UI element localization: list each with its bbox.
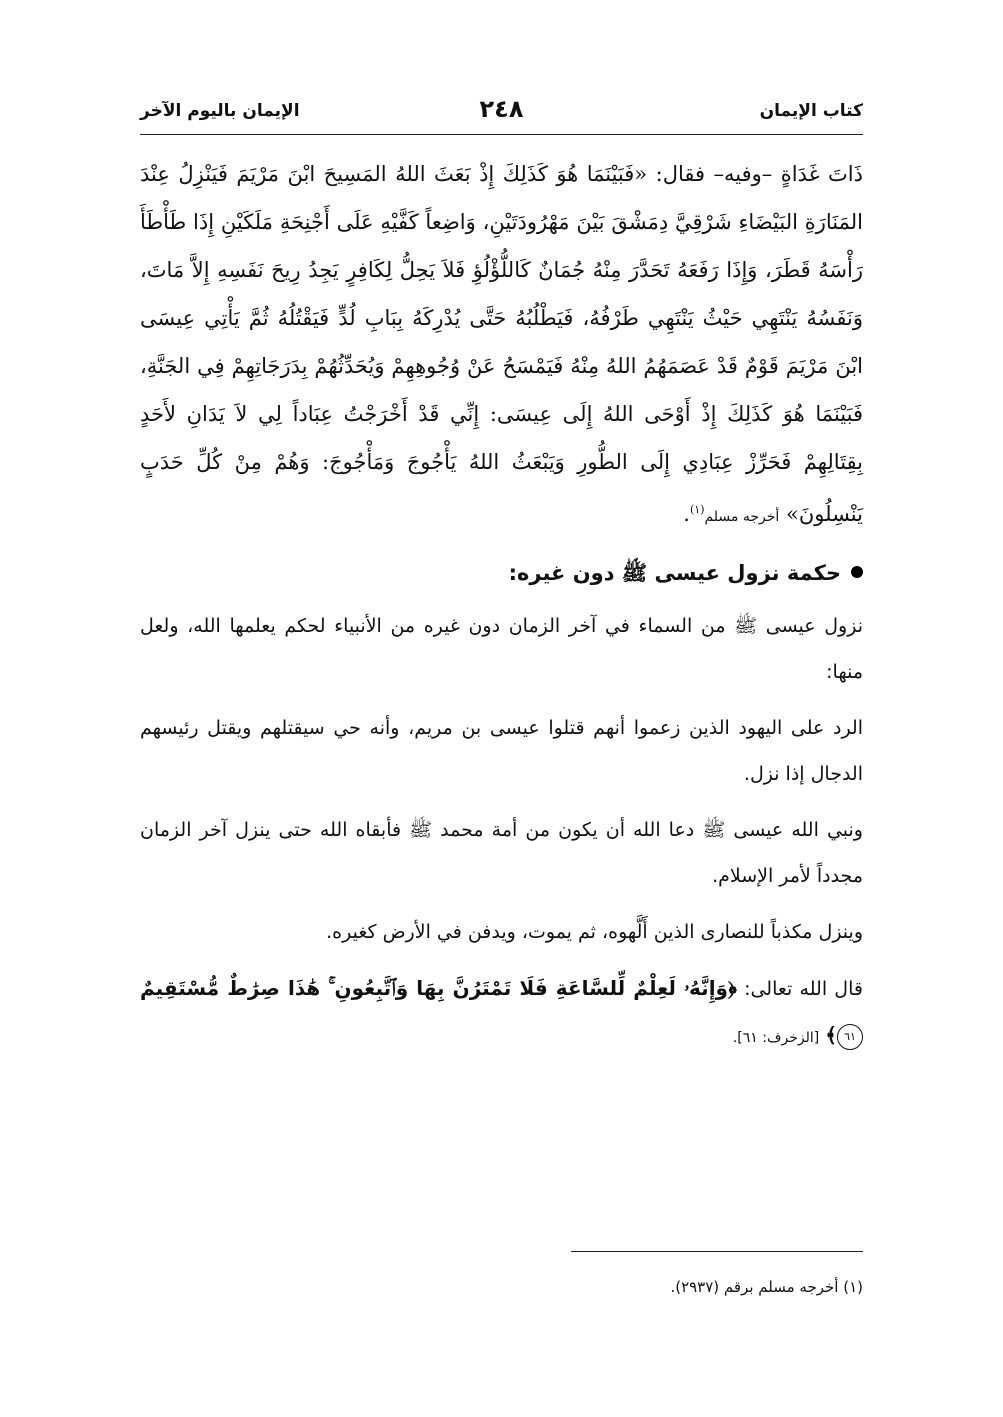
surah-reference: [الزخرف: ٦١]. <box>732 1030 820 1046</box>
quran-intro: قال الله تعالى: <box>744 978 863 1000</box>
running-header <box>140 95 863 135</box>
chapter-title: الإيمان باليوم الآخر <box>140 101 300 121</box>
hadith-block: ذَاتَ غَدَاةٍ –وفيه– فقال: «فَبَيْنَمَا هُوَ كَذَلِكَ إِذْ بَعَثَ اللهُ المَسِيحَ ابْنَ مَرْيَمَ فَيَنْزِلُ عِنْدَ المَنَارَةِ البَيْضَاءِ شَرْقِيَّ دِمَشْقَ بَيْنَ مَهْرُودَتَيْنِ، وَاضِعاً كَفَّيْهِ عَلَى أَجْنِحَةِ مَلَكَيْنِ إِذَا طَأْطَأَ رَأْسَهُ قَطَرَ، وَإِذَا رَفَعَهُ تَحَدَّرَ مِنْهُ جُمَانٌ كَاللُّؤْلُؤِ فَلاَ يَحِلُّ لِكَافِرٍ يَجِدُ رِيحَ نَفَسِهِ إِلاَّ مَاتَ، وَنَفَسُهُ يَنْتَهِي حَيْثُ يَنْتَهِي طَرْفُهُ، فَيَطْلُبُهُ حَتَّى يُدْرِكَهُ بِبَابِ لُدٍّ فَيَقْتُلُهُ ثُمَّ يَأْتِي عِيسَى ابْنَ مَرْيَمَ قَوْمٌ قَدْ عَصَمَهُمُ اللهُ مِنْهُ فَيَمْسَحُ عَنْ وُجُوهِهِمْ وَيُحَدِّثُهُمْ بِدَرَجَاتِهِمْ فِي الجَنَّةِ، فَبَيْنَمَا هُوَ كَذَلِكَ إِذْ أَوْحَى اللهُ إِلَى عِيسَى: إِنِّي قَدْ أَخْرَجْتُ عِبَاداً لِي لاَ يَدَانِ لأَحَدٍ بِقِتَالِهِمْ فَحَرِّزْ عِبَادِي إِلَى الطُّورِ وَيَبْعَثُ اللهُ يَأْجُوجَ وَمَأْجُوجَ: وَهُمْ مِنْ كُلِّ حَدَبٍ يَنْسِلُونَ» أخرجه مسلم$^{(١)}$. <box>140 162 863 526</box>
ayah-number-marker: ٦١ <box>837 1024 863 1050</box>
book-title: كتاب الإيمان <box>759 101 863 121</box>
quran-citation <box>140 965 863 1061</box>
section-heading <box>140 553 863 593</box>
paragraph: وينزل مكذباً للنصارى الذين أَلَّهوه، ثم يموت، ويدفن في الأرض كغيره. <box>326 921 863 943</box>
hadith-source: أخرجه مسلم <box>704 509 780 525</box>
main-text <box>140 150 863 1061</box>
footnote: (١) أخرجه مسلم برقم (٢٩٣٧). <box>670 1278 863 1296</box>
paragraph: نزول عيسى ﷺ من السماء في آخر الزمان دون غيره من الأنبياء لحكم يعلمها الله، ولعل منها: <box>140 615 863 683</box>
page-number: ٢٤٨ <box>479 95 524 123</box>
paragraph: ونبي الله عيسى ﷺ دعا الله أن يكون من أمة محمد ﷺ فأبقاه الله حتى ينزل آخر الزمان مجدداً لأمر الإسلام. <box>140 819 863 887</box>
section-heading-text: حكمة نزول عيسى ﷺ دون غيره: <box>508 561 841 585</box>
bullet-icon <box>851 566 863 578</box>
header-rule <box>140 134 863 135</box>
quran-verse: ﴿وَإِنَّهُۥ لَعِلْمٌ لِّلسَّاعَةِ فَلَا تَمْتَرُنَّ بِهَا وَٱتَّبِعُونِ ۚ هَٰذَا صِرَٰطٌ مُّسْتَقِيمٌ <box>140 976 737 1000</box>
hadith-text: ذَاتَ غَدَاةٍ –وفيه– فقال: «فَبَيْنَمَا هُوَ كَذَلِكَ إِذْ بَعَثَ اللهُ المَسِيحَ ابْنَ مَرْيَمَ فَيَنْزِلُ عِنْدَ المَنَارَةِ البَيْضَاءِ شَرْقِيَّ دِمَشْقَ بَيْنَ مَهْرُودَتَيْنِ، وَاضِعاً كَفَّيْهِ عَلَى أَجْنِحَةِ مَلَكَيْنِ إِذَا طَأْطَأَ رَأْسَهُ قَطَرَ، وَإِذَا رَفَعَهُ تَحَدَّرَ مِنْهُ جُمَانٌ كَاللُّؤْلُؤِ فَلاَ يَحِلُّ لِكَافِرٍ يَجِدُ رِيحَ نَفَسِهِ إِلاَّ مَاتَ، وَنَفَسُهُ يَنْتَهِي حَيْثُ يَنْتَهِي طَرْفُهُ، فَيَطْلُبُهُ حَتَّى يُدْرِكَهُ بِبَابِ لُدٍّ فَيَقْتُلُهُ ثُمَّ يَأْتِي عِيسَى ابْنَ مَرْيَمَ قَوْمٌ قَدْ عَصَمَهُمُ اللهُ مِنْهُ فَيَمْسَحُ عَنْ وُجُوهِهِمْ وَيُحَدِّثُهُمْ بِدَرَجَاتِهِمْ فِي الجَنَّةِ، فَبَيْنَمَا هُوَ كَذَلِكَ إِذْ أَوْحَى اللهُ إِلَى عِيسَى: إِنِّي قَدْ أَخْرَجْتُ عِبَاداً لِي لاَ يَدَانِ لأَحَدٍ بِقِتَالِهِمْ فَحَرِّزْ عِبَادِي إِلَى الطُّورِ وَيَبْعَثُ اللهُ يَأْجُوجَ وَمَأْجُوجَ: وَهُمْ مِنْ كُلِّ حَدَبٍ يَنْسِلُونَ» <box>140 162 863 526</box>
paragraph: الرد على اليهود الذين زعموا أنهم قتلوا عيسى بن مريم، وأنه حي سيقتلهم ويقتل رئيسهم الدجال إذا نزل. <box>140 717 863 785</box>
quran-verse-close: ﴾ <box>825 1023 837 1047</box>
footnote-rule <box>571 1251 863 1252</box>
footnote-marker: (١) <box>689 503 705 516</box>
